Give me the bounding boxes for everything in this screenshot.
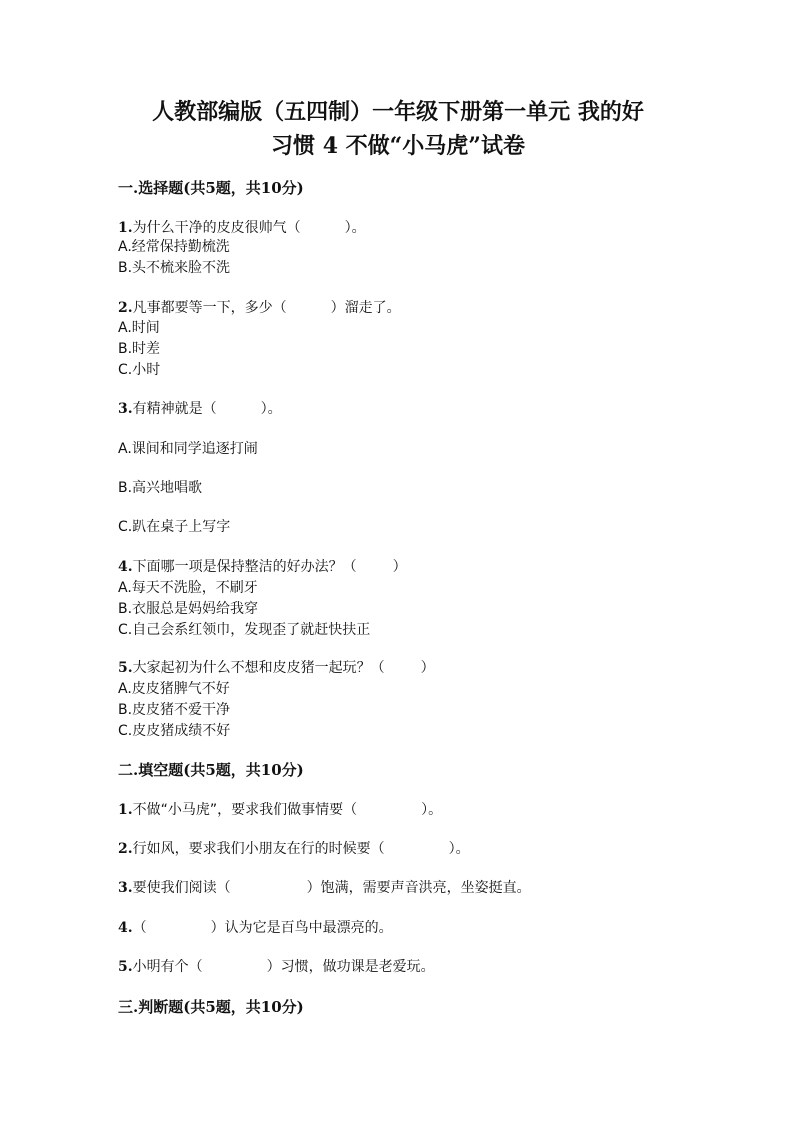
question-stem-before: 行如风，要求我们小朋友在行的时候要（ (132, 841, 385, 857)
question-stem-before: 小明有个（ (132, 959, 203, 975)
fill-question-4 (118, 918, 393, 938)
choice-option[interactable]: A.经常保持勤梳洗 (118, 239, 230, 255)
question-stem-after: ）。 (421, 802, 443, 818)
question-stem-after: ）饱满，需要声音洪亮，坐姿挺直。 (306, 880, 531, 896)
question-number: 1. (118, 802, 133, 818)
question-stem-before: 下面哪一项是保持整洁的好办法？（ (132, 559, 357, 575)
question-number: 1. (118, 220, 133, 236)
question-stem-before: 凡事都要等一下，多少（ (132, 300, 287, 316)
choice-option[interactable]: B.时差 (118, 341, 161, 357)
question-stem-before: （ (132, 920, 147, 936)
question-stem-before: 大家起初为什么不想和皮皮猪一起玩？（ (132, 660, 385, 676)
question-number: 2. (118, 300, 133, 316)
question-stem-after: ）认为它是百鸟中最漂亮的。 (210, 920, 393, 936)
question-number: 5. (118, 959, 133, 975)
choice-question-1 (118, 218, 366, 238)
choice-question-3 (118, 399, 282, 419)
fill-question-1 (118, 800, 442, 820)
question-stem-before: 为什么干净的皮皮很帅气（ (132, 220, 301, 236)
question-number: 3. (118, 401, 133, 417)
fill-question-5 (118, 957, 435, 977)
choice-option[interactable]: A.课间和同学追逐打闹 (118, 441, 258, 457)
question-stem-after: ）习惯，做功课是老爱玩。 (266, 959, 435, 975)
question-stem-before: 要使我们阅读（ (132, 880, 231, 896)
question-number: 5. (118, 660, 133, 676)
choice-option[interactable]: C.自己会系红领巾，发现歪了就赶快扶正 (118, 622, 371, 638)
choice-option[interactable]: B.高兴地唱歌 (118, 480, 203, 496)
question-number: 4. (118, 920, 133, 936)
fill-question-2 (118, 839, 470, 859)
section-heading-fill-blank: 二.填空题(共5题，共10分) (118, 761, 304, 779)
question-number: 3. (118, 880, 133, 896)
question-number: 2. (118, 841, 133, 857)
choice-option[interactable]: B.衣服总是妈妈给我穿 (118, 601, 259, 617)
choice-question-5 (118, 658, 435, 678)
exam-title-line-1: 人教部编版（五四制）一年级下册第一单元 我的好 (152, 99, 644, 125)
question-stem-before: 有精神就是（ (132, 401, 217, 417)
choice-option[interactable]: C.皮皮猪成绩不好 (118, 723, 231, 739)
question-stem-after: ） (420, 660, 435, 676)
choice-question-4 (118, 557, 407, 577)
exam-title-line-2: 习惯 4 不做“小马虎”试卷 (271, 133, 525, 159)
question-stem-before: 不做“小马虎”，要求我们做事情要（ (132, 802, 358, 818)
choice-option[interactable]: C.小时 (118, 362, 161, 378)
choice-option[interactable]: B.头不梳来脸不洗 (118, 260, 231, 276)
section-heading-true-false: 三.判断题(共5题，共10分) (118, 998, 304, 1016)
choice-option[interactable]: A.皮皮猪脾气不好 (118, 681, 230, 697)
section-heading-choice: 一.选择题(共5题，共10分) (118, 179, 304, 197)
question-stem-after: ）溜走了。 (330, 300, 401, 316)
fill-question-3 (118, 878, 531, 898)
question-stem-after: ） (392, 559, 407, 575)
question-stem-after: ）。 (344, 220, 366, 236)
question-number: 4. (118, 559, 133, 575)
choice-option[interactable]: C.趴在桌子上写字 (118, 519, 231, 535)
question-stem-after: ）。 (448, 841, 470, 857)
choice-option[interactable]: B.皮皮猪不爱干净 (118, 702, 231, 718)
choice-option[interactable]: A.时间 (118, 320, 160, 336)
choice-option[interactable]: A.每天不洗脸，不刷牙 (118, 580, 258, 596)
question-stem-after: ）。 (260, 401, 282, 417)
choice-question-2 (118, 298, 401, 318)
